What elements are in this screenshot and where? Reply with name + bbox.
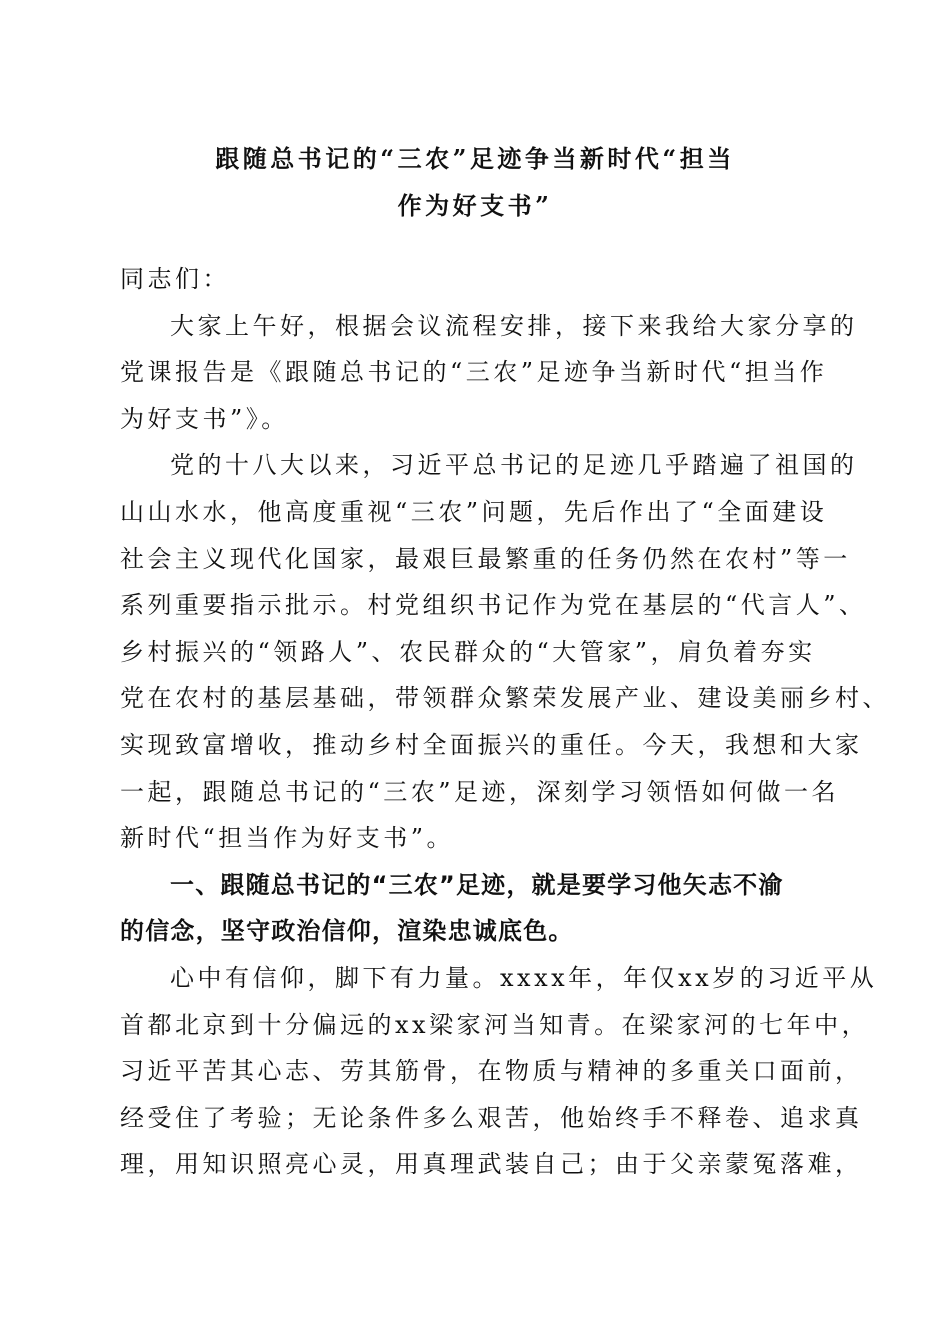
paragraph-line: 新时代“担当作为好支书”。 — [120, 824, 455, 853]
heading-line: 的信念，坚守政治信仰，渲染忠诚底色。 — [120, 917, 574, 946]
paragraph-line: 经受住了考验；无论条件多么艰苦，他始终手不释卷、追求真 — [120, 1103, 863, 1132]
salutation: 同志们： — [120, 265, 230, 293]
paragraph-line: 心中有信仰，脚下有力量。xxxx年，年仅xx岁的习近平从 — [170, 963, 878, 992]
paragraph-line: 一起，跟随总书记的“三农”足迹，深刻学习领悟如何做一名 — [120, 777, 840, 806]
paragraph-line: 首都北京到十分偏远的xx梁家河当知青。在梁家河的七年中， — [120, 1010, 870, 1039]
title-line: 跟随总书记的“三农”足迹争当新时代“担当 — [215, 144, 735, 173]
document-body — [120, 252, 890, 1188]
paragraph-line: 习近平苦其心志、劳其筋骨，在物质与精神的多重关口面前， — [120, 1057, 863, 1086]
paragraph-line: 系列重要指示批示。村党组织书记作为党在基层的“代言人”、 — [120, 591, 867, 620]
paragraph-line: 为好支书”》。 — [120, 404, 289, 433]
paragraph-line: 实现致富增收，推动乡村全面振兴的重任。今天，我想和大家 — [120, 730, 863, 759]
document-title — [100, 136, 850, 229]
paragraph-line: 乡村振兴的“领路人”、农民群众的“大管家”，肩负着夯实 — [120, 637, 816, 666]
paragraph-section-one — [120, 955, 878, 1188]
paragraph-introduction — [120, 442, 890, 861]
paragraph-line: 山山水水，他高度重视“三农”问题，先后作出了“全面建设 — [120, 497, 828, 526]
section-heading — [120, 862, 832, 955]
paragraph-line: 党的十八大以来，习近平总书记的足迹几乎踏遍了祖国的 — [170, 451, 858, 480]
paragraph-greeting — [120, 303, 858, 443]
paragraph-line: 社会主义现代化国家，最艰巨最繁重的任务仍然在农村”等一 — [120, 544, 851, 573]
paragraph-line: 党课报告是《跟随总书记的“三农”足迹争当新时代“担当作 — [120, 358, 828, 387]
paragraph-line: 理，用知识照亮心灵，用真理武装自己；由于父亲蒙冤落难， — [120, 1150, 863, 1179]
paragraph-line: 大家上午好，根据会议流程安排，接下来我给大家分享的 — [170, 311, 858, 340]
heading-line: 一、跟随总书记的“三农”足迹，就是要学习他矢志不渝 — [170, 870, 784, 899]
title-line: 作为好支书” — [397, 190, 553, 220]
paragraph-line: 党在农村的基层基础，带领群众繁荣发展产业、建设美丽乡村、 — [120, 684, 890, 713]
